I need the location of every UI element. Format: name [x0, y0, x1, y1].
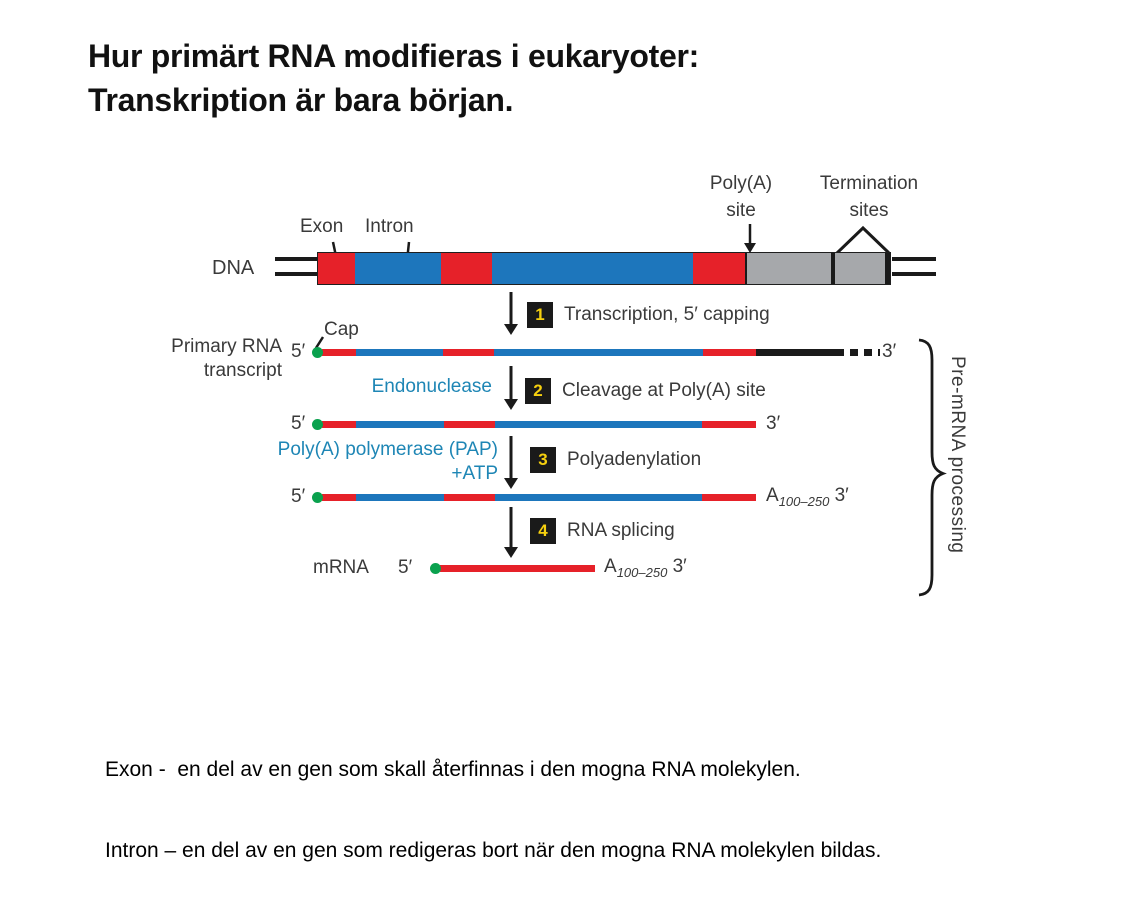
step3-number-badge: 3 [530, 447, 556, 473]
step2-label: Cleavage at Poly(A) site [562, 380, 766, 401]
polya-site-label: Poly(A) site [709, 173, 773, 221]
exon-definition: Exon - en del av en gen som skall återfinnas i den mogna RNA molekylen. [105, 758, 801, 781]
endonuclease-label: Endonuclease [371, 376, 492, 397]
red-segment [702, 421, 756, 428]
step3-label: Polyadenylation [567, 449, 702, 470]
red-segment [693, 253, 745, 284]
dna-left-strands-icon [275, 259, 318, 274]
cap-dot-icon [430, 563, 441, 574]
red-segment [322, 421, 356, 428]
step3-arrow-icon [504, 436, 518, 489]
title-line2: Transkription är bara början. [88, 82, 514, 118]
polya-tail-label: $A_{100-250}$ 3′ [604, 556, 687, 580]
step-row-4 [530, 518, 675, 544]
gray-segment [835, 253, 885, 284]
red-segment [444, 494, 495, 501]
blue-segment [495, 494, 702, 501]
step-row-2 [525, 378, 766, 404]
step2-number-badge: 2 [525, 378, 551, 404]
gray-segment [747, 253, 831, 284]
slide-title [88, 34, 699, 122]
red-segment [318, 253, 355, 284]
red-segment [322, 349, 356, 356]
termination-sites-tent-icon [836, 228, 890, 254]
blue-segment [356, 349, 443, 356]
pap-atp-label: Poly(A) polymerase (PAP) +ATP [277, 439, 498, 484]
red-segment [702, 494, 756, 501]
termination-sites-label: Termination sites [819, 173, 919, 221]
exon-label: Exon [300, 216, 344, 237]
red-segment [443, 349, 494, 356]
pre-mrna-processing-label: Pre-mRNA processing [947, 356, 968, 554]
blue-segment [355, 253, 441, 284]
step1-number-badge: 1 [527, 302, 553, 328]
step1-arrow-icon [504, 292, 518, 335]
primary-transcript-bar [322, 349, 880, 356]
blue-segment [356, 421, 444, 428]
polyadenylated-transcript-bar [322, 494, 756, 501]
cap-label: Cap [324, 319, 359, 340]
black-segment [885, 253, 890, 284]
polya-tail-count: 100–250 [616, 565, 668, 580]
dna-right-strands-icon [892, 259, 936, 274]
red-segment [440, 565, 595, 572]
step-row-1 [527, 302, 770, 328]
intron-definition: Intron – en del av en gen som redigeras bort när den mogna RNA molekylen bildas. [105, 839, 882, 862]
cap-dot-icon [312, 492, 323, 503]
dash-segment [836, 349, 880, 356]
step4-arrow-icon [504, 507, 518, 558]
blue-segment [356, 494, 444, 501]
pre-mrna-brace-icon [919, 340, 943, 595]
five-prime-label: 5′ [291, 341, 306, 362]
three-prime-label: 3′ [882, 341, 897, 362]
blue-segment [492, 253, 693, 284]
red-segment [444, 421, 495, 428]
five-prime-label: 5′ [291, 486, 306, 507]
three-prime-label: 3′ [766, 413, 781, 434]
mrna-label: mRNA [313, 557, 369, 578]
definitions [105, 702, 881, 918]
red-segment [322, 494, 356, 501]
dna-label: DNA [212, 257, 255, 279]
cap-dot-icon [312, 419, 323, 430]
mrna-bar [440, 565, 595, 572]
dna-gene-bar [318, 253, 890, 284]
polya-tail-label: $A_{100-250}$ 3′ [766, 485, 849, 509]
primary-transcript-label: Primary RNA transcript [171, 336, 282, 381]
red-segment [703, 349, 756, 356]
five-prime-label: 5′ [398, 557, 413, 578]
polya-tail-count: 100–250 [778, 494, 830, 509]
five-prime-label: 5′ [291, 413, 306, 434]
cleaved-transcript-bar [322, 421, 756, 428]
blue-segment [494, 349, 703, 356]
step1-label: Transcription, 5′ capping [564, 304, 770, 325]
black-segment [756, 349, 836, 356]
cap-dot-icon [312, 347, 323, 358]
step4-label: RNA splicing [567, 520, 675, 541]
step2-arrow-icon [504, 366, 518, 410]
polya-site-arrow-icon [744, 224, 756, 253]
blue-segment [495, 421, 702, 428]
step4-number-badge: 4 [530, 518, 556, 544]
intron-label: Intron [365, 216, 414, 237]
step-row-3 [530, 447, 701, 473]
title-line1: Hur primärt RNA modifieras i eukaryoter: [88, 38, 699, 74]
red-segment [441, 253, 492, 284]
